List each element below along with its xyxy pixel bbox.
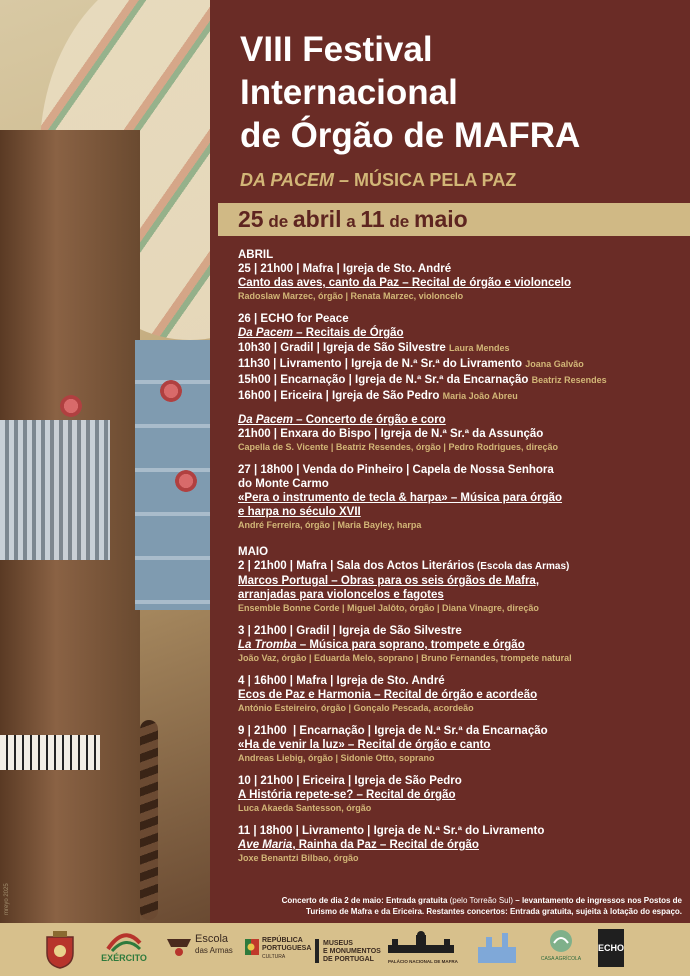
event-credit: Ensemble Bonne Corde | Miguel Jalôto, órgão | Diana Vinagre, direção — [238, 603, 539, 613]
event-title: Marcos Portugal – Obras para os seis órgãos de Mafra, — [238, 575, 540, 587]
list-item — [238, 373, 683, 387]
page-title — [240, 28, 580, 157]
event-header: 10 | 21h00 | Ericeira | Igreja de São Pedro — [238, 775, 462, 787]
event-credit: Capella de S. Vicente | Beatriz Resendes, órgão | Pedro Rodrigues, direção — [238, 442, 558, 452]
mafra-crest-logo — [40, 929, 80, 971]
date-word: a — [341, 212, 361, 231]
item-text: 15h00 | Encarnação | Igreja de N.ª Sr.ª da Encarnação — [238, 374, 529, 386]
event-header: 26 | ECHO for Peace — [238, 313, 349, 325]
blue-monument-logo — [472, 929, 522, 971]
month-heading: ABRIL — [238, 249, 274, 261]
event-title-rest: – Música para soprano, trompete e órgão — [296, 639, 525, 651]
subtitle-rest: MÚSICA PELA PAZ — [349, 170, 517, 190]
subtitle — [240, 170, 516, 191]
logo-text: EXÉRCITO — [101, 953, 147, 963]
date-word: de — [263, 212, 293, 231]
logo-text: REPÚBLICA — [262, 937, 303, 944]
logo-text: das Armas — [195, 946, 233, 955]
note-text: – levantamento de ingressos nos Postos de — [513, 896, 682, 905]
event-credit: André Ferreira, órgão | Maria Bayley, harpa — [238, 520, 422, 530]
logo-text: PALÁCIO NACIONAL DE MAFRA — [388, 959, 458, 964]
logo-text: CULTURA — [262, 954, 286, 960]
item-text: 16h00 | Ericeira | Igreja de São Pedro — [238, 390, 440, 402]
event-title — [238, 838, 683, 852]
month-heading: MAIO — [238, 546, 269, 558]
event-header: 9 | 21h00 | Encarnação | Igreja de N.ª Sr.ª da Encarnação — [238, 725, 548, 737]
logo-text: Escola — [195, 933, 229, 945]
item-performer: Joana Galvão — [525, 359, 584, 369]
item-performer: Maria João Abreu — [442, 391, 518, 401]
organ-keyboard — [0, 735, 100, 770]
program-list — [238, 248, 683, 864]
logo-text: CASA AGRÍCOLA — [540, 956, 582, 962]
event-credit: Joxe Benantzi Bilbao, órgão — [238, 853, 359, 863]
museus-monumentos-logo — [315, 929, 385, 971]
event-title-italic: Da Pacem — [238, 327, 293, 339]
exercito-logo — [95, 929, 153, 971]
event-title: Ecos de Paz e Harmonia – Recital de órgão e acordeão — [238, 689, 538, 701]
event-title: Canto das aves, canto da Paz – Recital de órgão e violoncelo — [238, 277, 571, 289]
date-month: abril — [292, 206, 342, 232]
date-end-day: 11 — [360, 206, 385, 232]
organ-pipes — [0, 420, 110, 560]
event-title-rest: – Concerto de órgão e coro — [292, 414, 446, 426]
flower-decoration — [160, 380, 182, 402]
event-title: «Pera o instrumento de tecla & harpa» – Música para órgão — [238, 492, 563, 504]
event-header: 11 | 18h00 | Livramento | Igreja de N.ª Sr.ª do Livramento — [238, 825, 545, 837]
title-line: Internacional — [240, 73, 458, 112]
title-line: de Órgão de MAFRA — [240, 116, 581, 155]
photo-credit: mreyo 2025 — [4, 883, 10, 915]
event-header: do Monte Carmo — [238, 478, 329, 490]
event-title-italic: Da Pacem — [238, 414, 293, 426]
palacio-mafra-logo — [388, 929, 458, 971]
logo-text: PORTUGUESA — [262, 945, 312, 952]
event-header-text: 2 | 21h00 | Mafra | Sala dos Actos Literários — [238, 560, 475, 572]
note-text: Concerto de dia 2 de maio: Entrada gratuita — [281, 896, 450, 905]
escola-das-armas-logo — [165, 929, 235, 971]
flower-decoration — [175, 470, 197, 492]
date-start-day: 25 — [238, 206, 264, 232]
list-item — [238, 389, 683, 403]
event-title: e harpa no século XVII — [238, 506, 361, 518]
item-performer: Beatriz Resendes — [531, 375, 607, 385]
admission-note — [218, 895, 690, 917]
event-credit: Andreas Liebig, órgão | Sidonie Otto, soprano — [238, 753, 435, 763]
note-text: Turismo de Mafra e da Ericeira. Restantes concertos: Entrada gratuita, sujeita à lotação do espaço. — [306, 907, 682, 916]
event-credit: Luca Akaeda Santesson, órgão — [238, 803, 372, 813]
event-title-rest: , Rainha da Paz – Recital de órgão — [292, 839, 479, 851]
event-header: 27 | 18h00 | Venda do Pinheiro | Capela de Nossa Senhora — [238, 464, 554, 476]
flower-decoration — [60, 395, 82, 417]
logo-text: MUSEUS — [323, 940, 353, 947]
content-panel — [218, 0, 690, 923]
logo-text: DE PORTUGAL — [323, 956, 374, 963]
note-text: (pelo Torreão Sul) — [449, 896, 514, 905]
event-credit: João Vaz, órgão | Eduarda Melo, soprano | Bruno Fernandes, trompete natural — [238, 653, 572, 663]
twisted-column — [140, 720, 158, 920]
event-credit: António Esteireiro, órgão | Gonçalo Pescada, acordeão — [238, 703, 474, 713]
item-text: 10h30 | Gradil | Igreja de São Silvestre — [238, 342, 446, 354]
date-month: maio — [414, 206, 468, 232]
list-item — [238, 341, 683, 355]
event-title — [238, 413, 683, 427]
event-header-note: (Escola das Armas) — [474, 561, 570, 572]
event-header — [238, 559, 683, 574]
date-word: de — [384, 212, 414, 231]
casa-agricola-logo — [538, 929, 584, 971]
event-credit: Radoslaw Marzec, órgão | Renata Marzec, violoncelo — [238, 291, 464, 301]
organ-photo — [0, 0, 210, 923]
event-title-italic: La Tromba — [238, 639, 297, 651]
event-title: «Ha de venir la luz» – Recital de órgão e canto — [238, 739, 491, 751]
item-performer: Laura Mendes — [448, 343, 510, 353]
event-header: 3 | 21h00 | Gradil | Igreja de São Silvestre — [238, 625, 462, 637]
logo-text: E MONUMENTOS — [323, 948, 381, 955]
title-line: VIII Festival — [240, 30, 433, 69]
event-title: A História repete-se? – Recital de órgão — [238, 789, 456, 801]
echo-logo: ECHO — [598, 929, 624, 967]
subtitle-italic: DA PACEM – — [240, 170, 350, 190]
event-title — [238, 326, 683, 340]
event-title — [238, 638, 683, 652]
republica-portuguesa-logo — [245, 929, 310, 971]
list-item — [238, 357, 683, 371]
event-title: arranjadas para violoncelos e fagotes — [238, 589, 444, 601]
event-header: 21h00 | Enxara do Bispo | Igreja de N.ª Sr.ª da Assunção — [238, 428, 544, 440]
date-band — [218, 203, 690, 236]
item-text: 11h30 | Livramento | Igreja de N.ª Sr.ª do Livramento — [238, 358, 523, 370]
sponsor-logos — [0, 923, 690, 976]
event-header: 25 | 21h00 | Mafra | Igreja de Sto. André — [238, 263, 452, 275]
event-title-rest: – Recitais de Órgão — [292, 327, 404, 339]
event-title-italic: Ave Maria — [238, 839, 293, 851]
event-header: 4 | 16h00 | Mafra | Igreja de Sto. André — [238, 675, 445, 687]
